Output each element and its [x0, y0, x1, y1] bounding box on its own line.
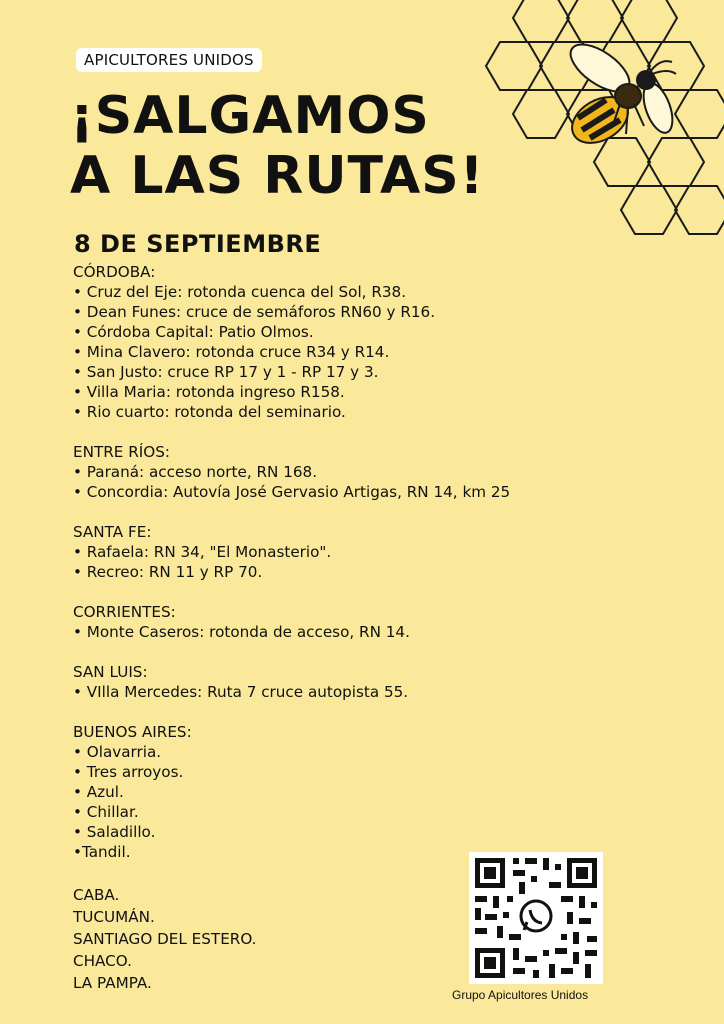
bee-icon [560, 38, 690, 168]
locations-list [73, 262, 673, 882]
list-item: CHACO. [73, 952, 132, 970]
region-santa-fe [73, 522, 673, 582]
list-item: • Concordia: Autovía José Gervasio Artigas, RN 14, km 25 [73, 483, 511, 501]
list-item: • San Justo: cruce RP 17 y 1 - RP 17 y 3. [73, 363, 379, 381]
region-title: CÓRDOBA: [73, 263, 156, 281]
qr-code-icon[interactable] [469, 852, 603, 984]
list-item: SANTIAGO DEL ESTERO. [73, 930, 257, 948]
list-item: CABA. [73, 886, 120, 904]
organization-badge: APICULTORES UNIDOS [76, 48, 262, 72]
additional-places [73, 884, 257, 994]
list-item: • Mina Clavero: rotonda cruce R34 y R14. [73, 343, 390, 361]
region-title: BUENOS AIRES: [73, 723, 192, 741]
region-title: SANTA FE: [73, 523, 152, 541]
list-item: • Paraná: acceso norte, RN 168. [73, 463, 318, 481]
region-title: CORRIENTES: [73, 603, 176, 621]
region-entre-rios [73, 442, 673, 502]
region-corrientes [73, 602, 673, 642]
list-item: • Cruz del Eje: rotonda cuenca del Sol, R38. [73, 283, 407, 301]
list-item: • Chillar. [73, 803, 139, 821]
list-item: • Tres arroyos. [73, 763, 184, 781]
list-item: • Villa Maria: rotonda ingreso R158. [73, 383, 345, 401]
list-item: • Olavarria. [73, 743, 162, 761]
region-title: SAN LUIS: [73, 663, 148, 681]
list-item: • Monte Caseros: rotonda de acceso, RN 14. [73, 623, 410, 641]
event-date: 8 DE SEPTIEMBRE [74, 230, 322, 258]
region-title: ENTRE RÍOS: [73, 443, 170, 461]
list-item: TUCUMÁN. [73, 908, 155, 926]
list-item: • Dean Funes: cruce de semáforos RN60 y R16. [73, 303, 436, 321]
list-item: • Córdoba Capital: Patio Olmos. [73, 323, 314, 341]
list-item: •Tandil. [73, 843, 131, 861]
qr-caption: Grupo Apicultores Unidos [452, 988, 589, 1002]
headline-line-2: A LAS RUTAS! [70, 146, 485, 206]
region-san-luis [73, 662, 673, 702]
list-item: • Saladillo. [73, 823, 156, 841]
list-item: • Azul. [73, 783, 124, 801]
list-item: • Rio cuarto: rotonda del seminario. [73, 403, 346, 421]
headline [70, 86, 484, 206]
headline-line-1: ¡SALGAMOS [70, 86, 430, 146]
region-cordoba [73, 262, 673, 422]
list-item: LA PAMPA. [73, 974, 152, 992]
list-item: • VIlla Mercedes: Ruta 7 cruce autopista 55. [73, 683, 409, 701]
list-item: • Recreo: RN 11 y RP 70. [73, 563, 263, 581]
region-buenos-aires [73, 722, 673, 862]
list-item: • Rafaela: RN 34, "El Monasterio". [73, 543, 332, 561]
